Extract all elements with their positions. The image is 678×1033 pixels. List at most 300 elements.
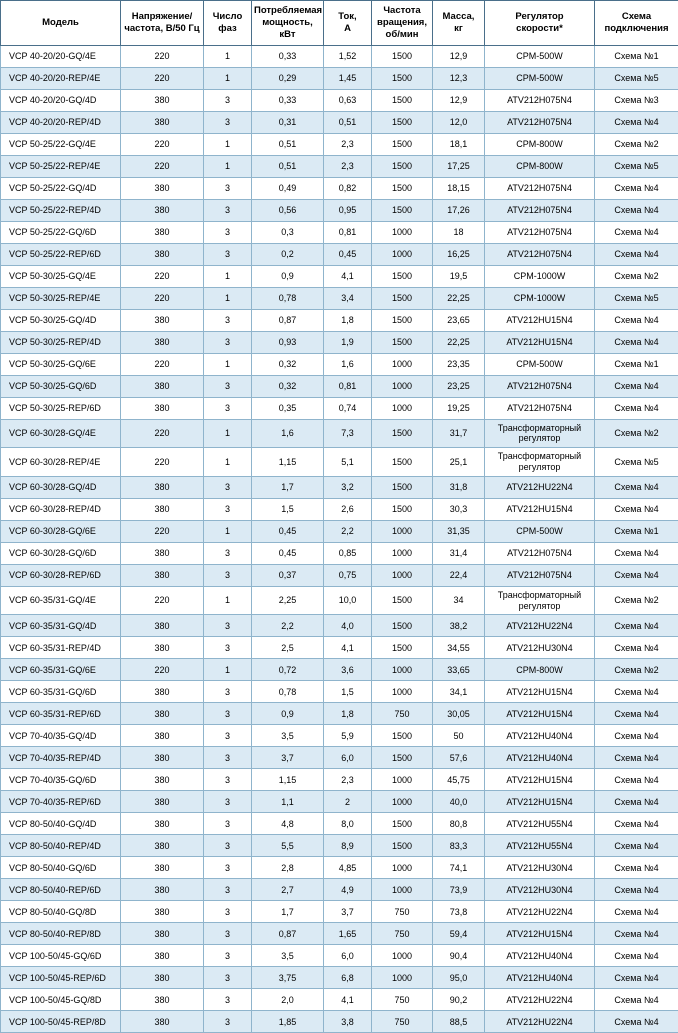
cell-value: ATV212HU40N4 — [485, 967, 595, 989]
cell-value: ATV212H075N4 — [485, 221, 595, 243]
cell-value: 34,1 — [433, 681, 485, 703]
cell-value: 2 — [324, 791, 372, 813]
cell-value: ATV212HU40N4 — [485, 747, 595, 769]
table-row — [1, 476, 678, 498]
cell-model: VCP 50-25/22-REP/4D — [1, 199, 121, 221]
cell-value: 220 — [121, 133, 204, 155]
cell-value: Схема №4 — [595, 725, 678, 747]
cell-model: VCP 40-20/20-GQ/4E — [1, 45, 121, 67]
cell-value: 3 — [204, 397, 252, 419]
cell-value: 1000 — [372, 857, 433, 879]
cell-value: 2,0 — [252, 989, 324, 1011]
cell-value: CPM-800W — [485, 155, 595, 177]
cell-value: 1 — [204, 155, 252, 177]
cell-value: 0,93 — [252, 331, 324, 353]
cell-value: CPM-800W — [485, 659, 595, 681]
cell-value: ATV212H075N4 — [485, 89, 595, 111]
cell-value: 0,37 — [252, 564, 324, 586]
cell-value: 750 — [372, 923, 433, 945]
table-row — [1, 419, 678, 448]
cell-value: 0,32 — [252, 353, 324, 375]
cell-value: 750 — [372, 1011, 433, 1033]
cell-value: 88,5 — [433, 1011, 485, 1033]
cell-value: 0,35 — [252, 397, 324, 419]
cell-value: 380 — [121, 681, 204, 703]
cell-value: 1000 — [372, 243, 433, 265]
cell-value: Схема №4 — [595, 901, 678, 923]
cell-value: ATV212H075N4 — [485, 375, 595, 397]
cell-value: 4,0 — [324, 615, 372, 637]
cell-value: 380 — [121, 331, 204, 353]
cell-value: 380 — [121, 243, 204, 265]
cell-value: 0,2 — [252, 243, 324, 265]
cell-value: 0,72 — [252, 659, 324, 681]
cell-value: 220 — [121, 155, 204, 177]
cell-value: 3 — [204, 243, 252, 265]
cell-value: 8,0 — [324, 813, 372, 835]
cell-value: 380 — [121, 542, 204, 564]
cell-value: 2,8 — [252, 857, 324, 879]
cell-value: 0,85 — [324, 542, 372, 564]
cell-value: 380 — [121, 498, 204, 520]
cell-value: 3 — [204, 637, 252, 659]
cell-value: ATV212HU15N4 — [485, 769, 595, 791]
cell-value: 0,95 — [324, 199, 372, 221]
table-row — [1, 989, 678, 1011]
column-header-7: Регулятор скорости* — [485, 1, 595, 46]
cell-value: 3 — [204, 769, 252, 791]
cell-model: VCP 50-30/25-GQ/4E — [1, 265, 121, 287]
cell-value: ATV212H075N4 — [485, 199, 595, 221]
cell-value: 0,51 — [324, 111, 372, 133]
table-row — [1, 681, 678, 703]
cell-value: Схема №4 — [595, 542, 678, 564]
cell-value: ATV212HU55N4 — [485, 813, 595, 835]
cell-value: 1000 — [372, 659, 433, 681]
cell-value: 0,81 — [324, 375, 372, 397]
cell-value: Схема №4 — [595, 564, 678, 586]
cell-value: Схема №4 — [595, 989, 678, 1011]
cell-value: 1000 — [372, 520, 433, 542]
cell-value: 59,4 — [433, 923, 485, 945]
cell-value: ATV212HU40N4 — [485, 725, 595, 747]
cell-value: Трансформаторный регулятор — [485, 586, 595, 615]
cell-value: 33,65 — [433, 659, 485, 681]
cell-value: 2,7 — [252, 879, 324, 901]
cell-value: 0,45 — [252, 520, 324, 542]
cell-model: VCP 40-20/20-REP/4D — [1, 111, 121, 133]
cell-value: 380 — [121, 923, 204, 945]
cell-value: Схема №4 — [595, 397, 678, 419]
table-row — [1, 265, 678, 287]
cell-value: 3 — [204, 901, 252, 923]
cell-value: Схема №5 — [595, 67, 678, 89]
cell-value: 220 — [121, 287, 204, 309]
cell-model: VCP 60-35/31-GQ/4E — [1, 586, 121, 615]
cell-value: ATV212HU15N4 — [485, 498, 595, 520]
cell-model: VCP 60-30/28-REP/4D — [1, 498, 121, 520]
column-header-6: Масса, кг — [433, 1, 485, 46]
cell-value: 2,3 — [324, 769, 372, 791]
cell-value: 0,9 — [252, 265, 324, 287]
cell-value: 1000 — [372, 353, 433, 375]
cell-value: 4,1 — [324, 989, 372, 1011]
cell-value: ATV212H075N4 — [485, 243, 595, 265]
cell-value: 2,5 — [252, 637, 324, 659]
cell-value: 380 — [121, 199, 204, 221]
cell-value: 3 — [204, 1011, 252, 1033]
cell-value: 380 — [121, 945, 204, 967]
cell-value: ATV212HU22N4 — [485, 989, 595, 1011]
cell-value: 1,65 — [324, 923, 372, 945]
table-row — [1, 901, 678, 923]
cell-value: 3,5 — [252, 945, 324, 967]
cell-value: 1500 — [372, 265, 433, 287]
cell-value: 1500 — [372, 45, 433, 67]
cell-value: 2,6 — [324, 498, 372, 520]
cell-value: Схема №4 — [595, 945, 678, 967]
cell-value: 31,7 — [433, 419, 485, 448]
table-row — [1, 967, 678, 989]
table-row — [1, 67, 678, 89]
cell-value: 0,63 — [324, 89, 372, 111]
cell-value: 18 — [433, 221, 485, 243]
cell-value: 1000 — [372, 791, 433, 813]
cell-model: VCP 70-40/35-REP/4D — [1, 747, 121, 769]
cell-value: 23,35 — [433, 353, 485, 375]
cell-value: 3,75 — [252, 967, 324, 989]
cell-model: VCP 50-25/22-REP/6D — [1, 243, 121, 265]
table-row — [1, 331, 678, 353]
cell-value: 3,7 — [324, 901, 372, 923]
table-row — [1, 564, 678, 586]
cell-value: 220 — [121, 419, 204, 448]
cell-value: 12,9 — [433, 45, 485, 67]
cell-value: 90,4 — [433, 945, 485, 967]
cell-value: 220 — [121, 67, 204, 89]
cell-model: VCP 100-50/45-REP/8D — [1, 1011, 121, 1033]
cell-value: 1000 — [372, 769, 433, 791]
cell-value: 2,2 — [252, 615, 324, 637]
cell-value: 31,4 — [433, 542, 485, 564]
cell-value: ATV212HU22N4 — [485, 901, 595, 923]
cell-value: 6,8 — [324, 967, 372, 989]
cell-model: VCP 60-30/28-GQ/4E — [1, 419, 121, 448]
cell-value: 4,85 — [324, 857, 372, 879]
cell-value: 0,31 — [252, 111, 324, 133]
table-row — [1, 637, 678, 659]
cell-value: Схема №5 — [595, 448, 678, 477]
cell-value: 0,51 — [252, 155, 324, 177]
cell-value: 380 — [121, 615, 204, 637]
cell-value: 0,33 — [252, 89, 324, 111]
cell-value: 0,51 — [252, 133, 324, 155]
cell-value: Схема №4 — [595, 1011, 678, 1033]
cell-value: CPM-500W — [485, 353, 595, 375]
cell-value: 3 — [204, 111, 252, 133]
cell-value: Схема №4 — [595, 923, 678, 945]
cell-value: ATV212H075N4 — [485, 397, 595, 419]
cell-value: 3 — [204, 703, 252, 725]
cell-value: 90,2 — [433, 989, 485, 1011]
cell-value: Схема №4 — [595, 111, 678, 133]
cell-value: 0,45 — [324, 243, 372, 265]
table-row — [1, 857, 678, 879]
cell-model: VCP 80-50/40-REP/8D — [1, 923, 121, 945]
cell-value: 1 — [204, 133, 252, 155]
cell-value: ATV212H075N4 — [485, 542, 595, 564]
cell-value: 45,75 — [433, 769, 485, 791]
cell-value: Схема №2 — [595, 265, 678, 287]
cell-value: 220 — [121, 448, 204, 477]
cell-value: 73,8 — [433, 901, 485, 923]
cell-value: 3 — [204, 945, 252, 967]
cell-value: 23,65 — [433, 309, 485, 331]
cell-value: 380 — [121, 177, 204, 199]
cell-value: 4,1 — [324, 637, 372, 659]
cell-value: 380 — [121, 564, 204, 586]
cell-value: 0,78 — [252, 681, 324, 703]
cell-value: 23,25 — [433, 375, 485, 397]
cell-value: 1500 — [372, 89, 433, 111]
cell-value: 3 — [204, 331, 252, 353]
table-row — [1, 111, 678, 133]
cell-value: 380 — [121, 637, 204, 659]
cell-value: 1500 — [372, 586, 433, 615]
cell-model: VCP 50-30/25-GQ/4D — [1, 309, 121, 331]
cell-value: 1,85 — [252, 1011, 324, 1033]
cell-value: 750 — [372, 703, 433, 725]
cell-value: 5,5 — [252, 835, 324, 857]
cell-value: 0,75 — [324, 564, 372, 586]
cell-value: 19,25 — [433, 397, 485, 419]
cell-value: 0,49 — [252, 177, 324, 199]
cell-value: 1 — [204, 287, 252, 309]
cell-value: 17,25 — [433, 155, 485, 177]
cell-model: VCP 60-35/31-GQ/4D — [1, 615, 121, 637]
cell-value: 1500 — [372, 309, 433, 331]
cell-value: 1,7 — [252, 476, 324, 498]
cell-value: Схема №2 — [595, 659, 678, 681]
table-row — [1, 353, 678, 375]
cell-value: 0,9 — [252, 703, 324, 725]
cell-value: 3 — [204, 791, 252, 813]
cell-value: 40,0 — [433, 791, 485, 813]
cell-value: ATV212H075N4 — [485, 564, 595, 586]
cell-value: 31,8 — [433, 476, 485, 498]
cell-value: 5,9 — [324, 725, 372, 747]
table-row — [1, 287, 678, 309]
cell-value: 1,15 — [252, 448, 324, 477]
cell-value: 0,87 — [252, 923, 324, 945]
cell-model: VCP 60-30/28-GQ/6D — [1, 542, 121, 564]
cell-value: 1500 — [372, 133, 433, 155]
cell-value: Схема №1 — [595, 45, 678, 67]
cell-model: VCP 60-35/31-GQ/6E — [1, 659, 121, 681]
cell-value: Схема №4 — [595, 637, 678, 659]
cell-value: Схема №4 — [595, 769, 678, 791]
cell-model: VCP 50-25/22-REP/4E — [1, 155, 121, 177]
cell-value: 1,1 — [252, 791, 324, 813]
cell-value: ATV212HU30N4 — [485, 857, 595, 879]
cell-value: 16,25 — [433, 243, 485, 265]
cell-value: 3,7 — [252, 747, 324, 769]
cell-value: 1000 — [372, 375, 433, 397]
cell-value: ATV212HU15N4 — [485, 923, 595, 945]
cell-value: 1,5 — [252, 498, 324, 520]
cell-value: Схема №4 — [595, 813, 678, 835]
table-row — [1, 615, 678, 637]
table-body — [1, 45, 678, 1033]
cell-value: 38,2 — [433, 615, 485, 637]
cell-value: 1500 — [372, 177, 433, 199]
cell-value: 1 — [204, 448, 252, 477]
table-row — [1, 879, 678, 901]
table-row — [1, 520, 678, 542]
cell-value: 3 — [204, 725, 252, 747]
cell-model: VCP 40-20/20-REP/4E — [1, 67, 121, 89]
cell-value: 220 — [121, 45, 204, 67]
cell-value: 3 — [204, 989, 252, 1011]
cell-value: Схема №4 — [595, 747, 678, 769]
cell-value: Схема №4 — [595, 681, 678, 703]
cell-value: 1500 — [372, 287, 433, 309]
cell-value: 0,81 — [324, 221, 372, 243]
table-header-row — [1, 1, 678, 46]
cell-value: Схема №4 — [595, 199, 678, 221]
cell-value: 73,9 — [433, 879, 485, 901]
cell-value: 3 — [204, 923, 252, 945]
table-row — [1, 945, 678, 967]
column-header-0: Модель — [1, 1, 121, 46]
cell-value: 12,9 — [433, 89, 485, 111]
cell-model: VCP 70-40/35-GQ/4D — [1, 725, 121, 747]
cell-value: 380 — [121, 111, 204, 133]
cell-value: 3 — [204, 967, 252, 989]
cell-value: 380 — [121, 791, 204, 813]
table-row — [1, 498, 678, 520]
cell-value: ATV212H075N4 — [485, 177, 595, 199]
cell-value: 3,2 — [324, 476, 372, 498]
cell-value: Схема №2 — [595, 419, 678, 448]
cell-value: Схема №4 — [595, 835, 678, 857]
cell-value: 1500 — [372, 419, 433, 448]
cell-value: Схема №4 — [595, 331, 678, 353]
cell-value: 1,6 — [252, 419, 324, 448]
cell-value: 3 — [204, 857, 252, 879]
cell-value: Схема №5 — [595, 287, 678, 309]
cell-value: Схема №4 — [595, 967, 678, 989]
cell-model: VCP 50-30/25-REP/4E — [1, 287, 121, 309]
cell-value: 1000 — [372, 967, 433, 989]
cell-value: 1000 — [372, 221, 433, 243]
cell-value: 12,3 — [433, 67, 485, 89]
cell-value: ATV212H075N4 — [485, 111, 595, 133]
cell-value: 1 — [204, 520, 252, 542]
table-row — [1, 177, 678, 199]
cell-value: 30,05 — [433, 703, 485, 725]
table-row — [1, 1011, 678, 1033]
table-row — [1, 397, 678, 419]
cell-value: 2,3 — [324, 155, 372, 177]
cell-value: 3 — [204, 564, 252, 586]
cell-value: 50 — [433, 725, 485, 747]
cell-value: Схема №4 — [595, 498, 678, 520]
cell-value: Трансформаторный регулятор — [485, 419, 595, 448]
cell-value: 1500 — [372, 199, 433, 221]
cell-value: 380 — [121, 89, 204, 111]
cell-value: 8,9 — [324, 835, 372, 857]
cell-value: 380 — [121, 309, 204, 331]
cell-value: 220 — [121, 659, 204, 681]
cell-value: 3,6 — [324, 659, 372, 681]
cell-value: 1,5 — [324, 681, 372, 703]
table-row — [1, 725, 678, 747]
cell-value: 1,8 — [324, 309, 372, 331]
column-header-2: Число фаз — [204, 1, 252, 46]
cell-value: 1500 — [372, 476, 433, 498]
table-row — [1, 835, 678, 857]
cell-value: 19,5 — [433, 265, 485, 287]
cell-value: 0,45 — [252, 542, 324, 564]
cell-value: ATV212HU30N4 — [485, 879, 595, 901]
cell-model: VCP 50-30/25-GQ/6D — [1, 375, 121, 397]
cell-value: ATV212HU22N4 — [485, 1011, 595, 1033]
cell-value: 3 — [204, 221, 252, 243]
cell-value: 1000 — [372, 879, 433, 901]
cell-value: 3 — [204, 835, 252, 857]
cell-value: 0,74 — [324, 397, 372, 419]
table-row — [1, 791, 678, 813]
cell-value: 1,7 — [252, 901, 324, 923]
cell-value: 1 — [204, 659, 252, 681]
cell-value: 6,0 — [324, 747, 372, 769]
cell-model: VCP 80-50/40-GQ/8D — [1, 901, 121, 923]
cell-value: 34 — [433, 586, 485, 615]
cell-value: 0,3 — [252, 221, 324, 243]
cell-value: 80,8 — [433, 813, 485, 835]
cell-value: 83,3 — [433, 835, 485, 857]
table-row — [1, 703, 678, 725]
cell-model: VCP 100-50/45-GQ/6D — [1, 945, 121, 967]
cell-value: ATV212HU22N4 — [485, 476, 595, 498]
cell-value: 1000 — [372, 945, 433, 967]
cell-value: 1,15 — [252, 769, 324, 791]
cell-value: Схема №4 — [595, 221, 678, 243]
cell-value: 3 — [204, 309, 252, 331]
cell-value: ATV212HU55N4 — [485, 835, 595, 857]
cell-value: ATV212HU15N4 — [485, 703, 595, 725]
cell-value: Схема №3 — [595, 89, 678, 111]
cell-value: 380 — [121, 989, 204, 1011]
cell-value: 30,3 — [433, 498, 485, 520]
cell-value: Схема №4 — [595, 879, 678, 901]
cell-value: 22,25 — [433, 331, 485, 353]
cell-value: Схема №4 — [595, 615, 678, 637]
table-row — [1, 769, 678, 791]
cell-value: 1,52 — [324, 45, 372, 67]
cell-value: 25,1 — [433, 448, 485, 477]
table-row — [1, 199, 678, 221]
cell-value: 0,78 — [252, 287, 324, 309]
cell-value: 220 — [121, 586, 204, 615]
cell-value: Схема №4 — [595, 177, 678, 199]
cell-model: VCP 50-25/22-GQ/4D — [1, 177, 121, 199]
cell-model: VCP 50-25/22-GQ/4E — [1, 133, 121, 155]
cell-value: ATV212HU15N4 — [485, 681, 595, 703]
cell-value: CPM-500W — [485, 520, 595, 542]
table-row — [1, 448, 678, 477]
